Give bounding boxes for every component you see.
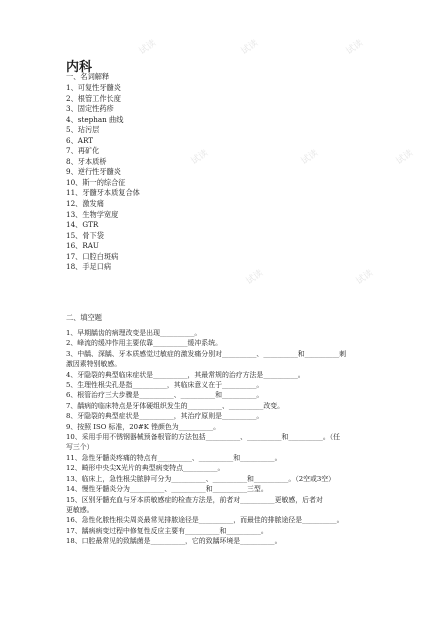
question-line: 写三个） bbox=[66, 443, 94, 452]
question-line: 8、牙隐裂的典型症状是__________，其治疗原则是__________。 bbox=[66, 412, 264, 421]
watermark: 试读 bbox=[394, 148, 416, 167]
list-item: 7、再矿化 bbox=[66, 146, 100, 156]
watermark: 试读 bbox=[354, 268, 376, 287]
list-item: 10、斯一的综合征 bbox=[66, 177, 126, 187]
watermark: 试读 bbox=[244, 268, 266, 287]
list-item: 13、生物学宽度 bbox=[66, 209, 119, 219]
list-item: 16、RAU bbox=[66, 241, 99, 251]
question-line: 15、区别牙髓充血与牙本质敏感症的检查方法是，前者对__________更敏感，后者对 bbox=[66, 495, 323, 504]
list-item: 15、骨下袋 bbox=[66, 230, 104, 240]
question-line: 6、根管治疗三大步骤是__________、__________和__________。 bbox=[66, 391, 264, 400]
question-line: 10、采用手用不锈钢器械预备根管的方法包括__________、__________和__________。（任 bbox=[66, 433, 341, 442]
question-line: 18、口腔最常见的致龋菌是__________，它的致龋环境是__________。 bbox=[66, 537, 282, 546]
list-item: 3、固定性药疹 bbox=[66, 104, 114, 114]
watermark: 试读 bbox=[344, 38, 366, 57]
question-line: 5、生理性根尖孔是指__________，其临床意义在于__________。 bbox=[66, 381, 264, 390]
term-list bbox=[66, 83, 140, 273]
section-heading-fill-in: 二、填空题 bbox=[66, 313, 102, 322]
list-item: 5、玷污层 bbox=[66, 125, 100, 135]
question-line: 16、急性化脓性根尖周炎最常见排脓途径是__________，而最佳的排脓途径是__________。 bbox=[66, 516, 344, 525]
question-line: 13、临床上，急性根尖脓肿可分为__________、__________和__________。（2空或3空） bbox=[66, 474, 336, 483]
question-line: 14、慢性牙髓炎分为__________、__________和__________三型。 bbox=[66, 485, 268, 494]
watermark: 试读 bbox=[239, 38, 261, 57]
question-line: 12、畸形中央尖X光片的典型病变特点__________。 bbox=[66, 464, 225, 473]
list-item: 9、逆行性牙髓炎 bbox=[66, 167, 121, 177]
question-line: 3、中龋、深龋、牙本质感觉过敏症的激发痛分别对__________、__________和__________刺 bbox=[66, 349, 347, 358]
question-line: 7、龋病的临床特点是牙体硬组织发生的__________、__________改变。 bbox=[66, 401, 284, 410]
question-line: 9、按照 ISO 标准，20#K 锉颜色为__________。 bbox=[66, 422, 220, 431]
list-item: 4、stephan 曲线 bbox=[66, 114, 124, 124]
list-item: 6、ART bbox=[66, 135, 94, 145]
question-line: 11、急性牙髓炎疼痛的特点有__________、__________和__________。 bbox=[66, 453, 282, 462]
question-line: 17、龋病病变过程中修复性反应主要有__________和__________。 bbox=[66, 526, 268, 535]
question-line: 4、牙隐裂的典型临床症状是__________，其最常规的治疗方法是__________。 bbox=[66, 370, 305, 379]
question-list bbox=[66, 328, 384, 547]
question-line: 1、早期龋齿的病理改变是出现__________。 bbox=[66, 329, 202, 337]
list-item: 11、牙髓牙本质复合体 bbox=[66, 188, 140, 198]
watermark: 试读 bbox=[137, 38, 159, 57]
section-heading-terms: 一、名词解释 bbox=[66, 72, 110, 81]
list-item: 8、牙本质桥 bbox=[66, 156, 107, 166]
list-item: 14、GTR bbox=[66, 220, 99, 230]
list-item: 2、根管工作长度 bbox=[66, 93, 121, 103]
watermark: 试读 bbox=[299, 148, 321, 167]
list-item: 17、口腔白斑病 bbox=[66, 251, 119, 261]
question-line: 2、峰流的缓冲作用主要依靠__________缓冲系统。 bbox=[66, 339, 222, 348]
page-title: 内科 bbox=[66, 60, 93, 75]
list-item: 1、可复性牙髓炎 bbox=[66, 83, 121, 92]
watermark: 试读 bbox=[189, 148, 211, 167]
question-line: 更敏感。 bbox=[66, 505, 94, 514]
list-item: 18、手足口病 bbox=[66, 262, 112, 272]
list-item: 12、激发痛 bbox=[66, 199, 104, 209]
question-line: 激因素特别敏感。 bbox=[66, 360, 122, 369]
